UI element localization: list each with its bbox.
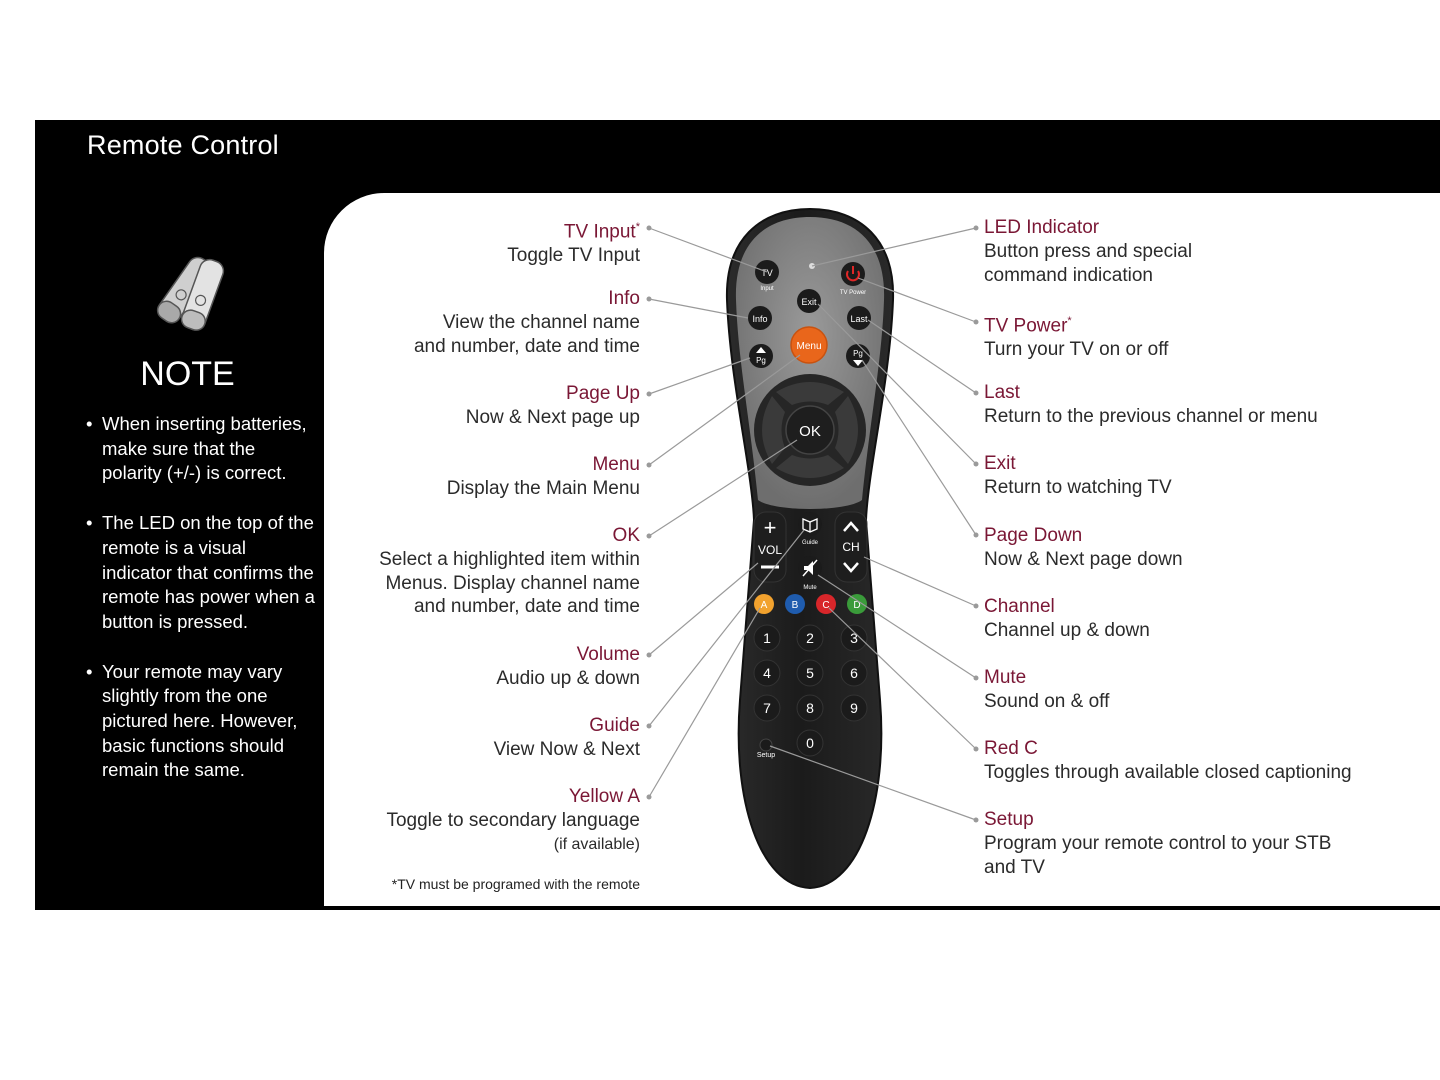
label-yellow-a: Yellow A Toggle to secondary language (if available) — [386, 786, 640, 853]
key-a-label: A — [760, 600, 768, 611]
guide-label: Guide — [801, 540, 819, 546]
setup-label: Setup — [756, 752, 776, 759]
label-tv-input: TV Input* Toggle TV Input — [507, 221, 640, 267]
digit-8-label: 8 — [806, 700, 814, 716]
volume-label: VOL — [757, 543, 783, 557]
exit-label: Exit — [801, 297, 817, 307]
mute-label: Mute — [803, 585, 817, 591]
page-down-label: Pg — [853, 349, 863, 358]
label-guide: Guide View Now & Next — [493, 715, 640, 760]
label-exit: Exit Return to watching TV — [984, 453, 1172, 498]
tv-power-label: TV Power — [839, 290, 867, 296]
label-info: Info View the channel name and number, date and time — [413, 288, 640, 357]
page-up-label: Pg — [756, 356, 766, 365]
key-c-label: C — [822, 600, 830, 611]
last-label: Last — [850, 314, 868, 324]
note-item: • When inserting batteries, make sure that the polarity (+/-) is correct. — [86, 413, 307, 484]
digit-6-label: 6 — [850, 665, 858, 681]
setup-button[interactable] — [760, 739, 772, 751]
digit-4-label: 4 — [763, 665, 771, 681]
menu-label: Menu — [796, 341, 822, 352]
digit-5-label: 5 — [806, 665, 814, 681]
note-item: • The LED on the top of the remote is a visual indicator that confirms the remote has power when a button is pressed. — [86, 512, 315, 632]
page-title: Remote Control — [87, 130, 279, 160]
volume-up-icon: + — [763, 515, 777, 540]
label-volume: Volume Audio up & down — [496, 644, 640, 689]
label-ok: OK Select a highlighted item within Menus. Display channel name and number, date and time — [379, 525, 640, 618]
channel-label: CH — [842, 540, 860, 554]
digit-3-label: 3 — [850, 630, 858, 646]
digit-2-label: 2 — [806, 630, 814, 646]
label-menu: Menu Display the Main Menu — [446, 454, 640, 499]
footnote: *TV must be programed with the remote — [391, 876, 640, 892]
digit-1-label: 1 — [763, 630, 771, 646]
key-d-label: D — [853, 600, 861, 611]
tv-input-label: TV — [761, 268, 773, 278]
label-red-c: Red C Toggles through available closed captioning — [984, 738, 1352, 783]
label-led-indicator: LED Indicator Button press and special command indication — [984, 217, 1193, 286]
note-title: NOTE — [140, 355, 235, 393]
note-item: • Your remote may vary slightly from the one pictured here. However, basic functions should remain the same. — [86, 660, 298, 781]
key-b-label: B — [791, 600, 799, 611]
info-label: Info — [752, 314, 768, 324]
label-page-up: Page Up Now & Next page up — [465, 383, 640, 428]
tv-input-sub-label: Input — [760, 286, 774, 292]
label-setup: Setup Program your remote control to your STB and TV — [984, 809, 1332, 878]
digit-7-label: 7 — [763, 700, 771, 716]
label-mute: Mute Sound on & off — [984, 667, 1110, 712]
label-page-down: Page Down Now & Next page down — [984, 525, 1183, 570]
ok-label: OK — [799, 423, 821, 440]
digit-0-label: 0 — [806, 735, 814, 751]
digit-9-label: 9 — [850, 700, 858, 716]
label-channel: Channel Channel up & down — [984, 596, 1150, 641]
label-tv-power: TV Power* Turn your TV on or off — [984, 315, 1169, 361]
label-last: Last Return to the previous channel or menu — [984, 382, 1318, 427]
